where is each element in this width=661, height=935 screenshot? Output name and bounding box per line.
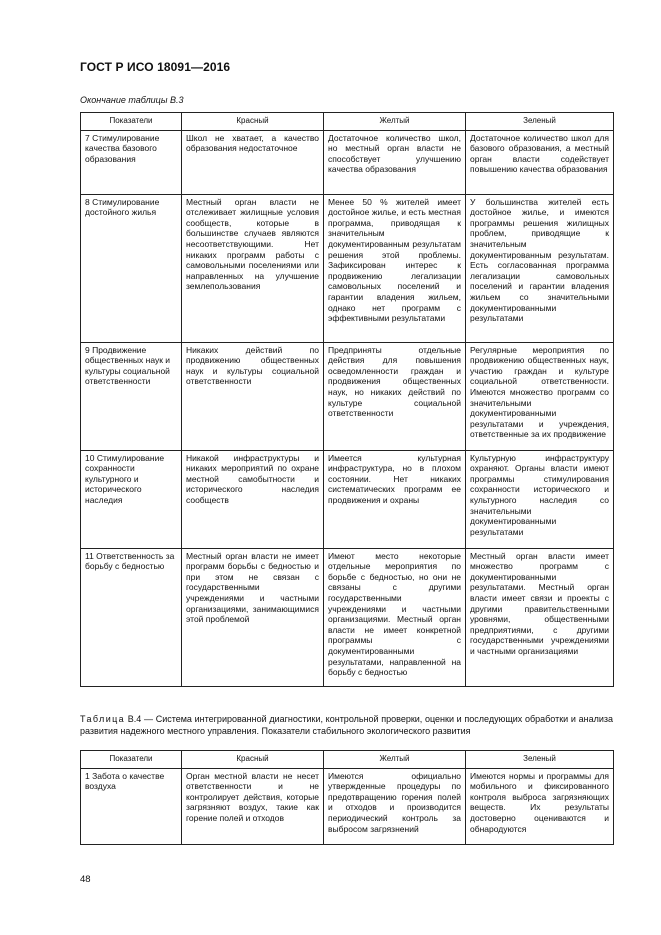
column-header-green: Зеленый — [466, 113, 614, 131]
green-cell: Культурную инфраструктуру охраняют. Органы власти имеют программы стимулирования сохранности исторического и культурного наследия со значительными документированными результатами — [466, 450, 614, 548]
green-cell: У большинства жителей есть достойное жилье, и имеются программы решения жилищных проблем, приводящие к значительным документированным результатам. Есть согласованная программа легализации самовольных поселений и гарантии владения жильем со значительными документированными результатами — [466, 194, 614, 342]
table-row — [81, 130, 614, 194]
table-row — [81, 194, 614, 342]
indicators-table-b4 — [80, 750, 614, 845]
column-header-green: Зеленый — [466, 751, 614, 769]
green-cell: Имеются нормы и программы для мобильного и фиксированного контроля выброса загрязняющих веществ. Их результаты достоверно оцениваются и обнародуются — [466, 768, 614, 844]
table-caption-text: В.4 — Система интегрированной диагностики, контрольной проверки, оценки и последующих обработки и анализа развития надежного местного управления. Показатели стабильного экологического развития — [80, 714, 613, 736]
red-cell: Местный орган власти не отслеживает жилищные условия сообществ, которые в большинстве случаев являются несоответствующими. Нет никаких программ работы с самовольными поселениями или направленных на улучшение землепользования — [182, 194, 324, 342]
page-number: 48 — [80, 874, 91, 885]
column-header-red: Красный — [182, 113, 324, 131]
yellow-cell: Имеются официально утвержденные процедуры по предотвращению горения полей и отходов и производится периодический контроль за выбросом загрязнений — [324, 768, 466, 844]
table-header-row — [81, 751, 614, 769]
column-header-red: Красный — [182, 751, 324, 769]
green-cell: Местный орган власти имеет множество программ с документированными результатами. Местный орган власти имеет связи и проекты с другими правительственными уровнями, общественными предприятиями, с другими государственными учреждениями и частными организациями — [466, 548, 614, 686]
indicator-cell: 8 Стимулирование достойного жилья — [81, 194, 182, 342]
column-header-yellow: Желтый — [324, 113, 466, 131]
table-row — [81, 342, 614, 450]
indicator-cell: 7 Стимулирование качества базового образования — [81, 130, 182, 194]
yellow-cell: Предприняты отдельные действия для повышения осведомленности граждан и продвижения общественных наук, но никаких действий по культуре социальной ответственности — [324, 342, 466, 450]
yellow-cell: Достаточное количество школ, но местный орган власти не способствует улучшению качества образования — [324, 130, 466, 194]
indicator-cell: 10 Стимулирование сохранности культурного и исторического наследия — [81, 450, 182, 548]
indicators-table-b3 — [80, 112, 614, 687]
column-header-indicators: Показатели — [81, 751, 182, 769]
column-header-yellow: Желтый — [324, 751, 466, 769]
table-b4-caption — [80, 714, 613, 737]
document-title: ГОСТ Р ИСО 18091—2016 — [80, 60, 231, 74]
red-cell: Орган местной власти не несет ответственности и не контролирует действия, которые загрязняют воздух, такие как горение полей и отходов — [182, 768, 324, 844]
table-row — [81, 768, 614, 844]
indicator-cell: 11 Ответственность за борьбу с бедностью — [81, 548, 182, 686]
indicator-cell: 9 Продвижение общественных наук и культуры социальной ответственности — [81, 342, 182, 450]
column-header-indicators: Показатели — [81, 113, 182, 131]
table-caption-label: Таблица — [80, 714, 126, 724]
green-cell: Достаточное количество школ для базового образования, а местный орган власти содействует повышению качества образования — [466, 130, 614, 194]
red-cell: Никакой инфраструктуры и никаких мероприятий по охране местной самобытности и исторического наследия сообществ — [182, 450, 324, 548]
red-cell: Местный орган власти не имеет программ борьбы с бедностью и при этом не связан с государственными учреждениями и частными организациями, занимающимися этой проблемой — [182, 548, 324, 686]
yellow-cell: Имеют место некоторые отдельные мероприятия по борьбе с бедностью, но они не связаны с другими государственными учреждениями и частными организациями. Местный орган власти не имеет конкретной программы с документированными результатами, направленной на борьбу с бедностью — [324, 548, 466, 686]
table-row — [81, 450, 614, 548]
yellow-cell: Менее 50 % жителей имеет достойное жилье, и есть местная программа, приводящая к значительным документированным результатам решения этой проблемы. Зафиксирован интерес к продвижению легализации самовольных поселений и гарантии владения жильем, однако нет программ с эффективными результатами — [324, 194, 466, 342]
yellow-cell: Имеется культурная инфраструктура, но в плохом состоянии. Нет никаких систематических программ ее продвижения и охраны — [324, 450, 466, 548]
red-cell: Никаких действий по продвижению общественных наук и культуры социальной ответственности — [182, 342, 324, 450]
table-row — [81, 548, 614, 686]
red-cell: Школ не хватает, а качество образования недостаточное — [182, 130, 324, 194]
table-continuation-caption: Окончание таблицы В.3 — [80, 95, 184, 105]
indicator-cell: 1 Забота о качестве воздуха — [81, 768, 182, 844]
green-cell: Регулярные мероприятия по продвижению общественных наук, участию граждан и культуре социальной ответственности. Имеются множество программ со значительными документированными результатами и учреждения, ответственные за их продвижение — [466, 342, 614, 450]
table-header-row — [81, 113, 614, 131]
